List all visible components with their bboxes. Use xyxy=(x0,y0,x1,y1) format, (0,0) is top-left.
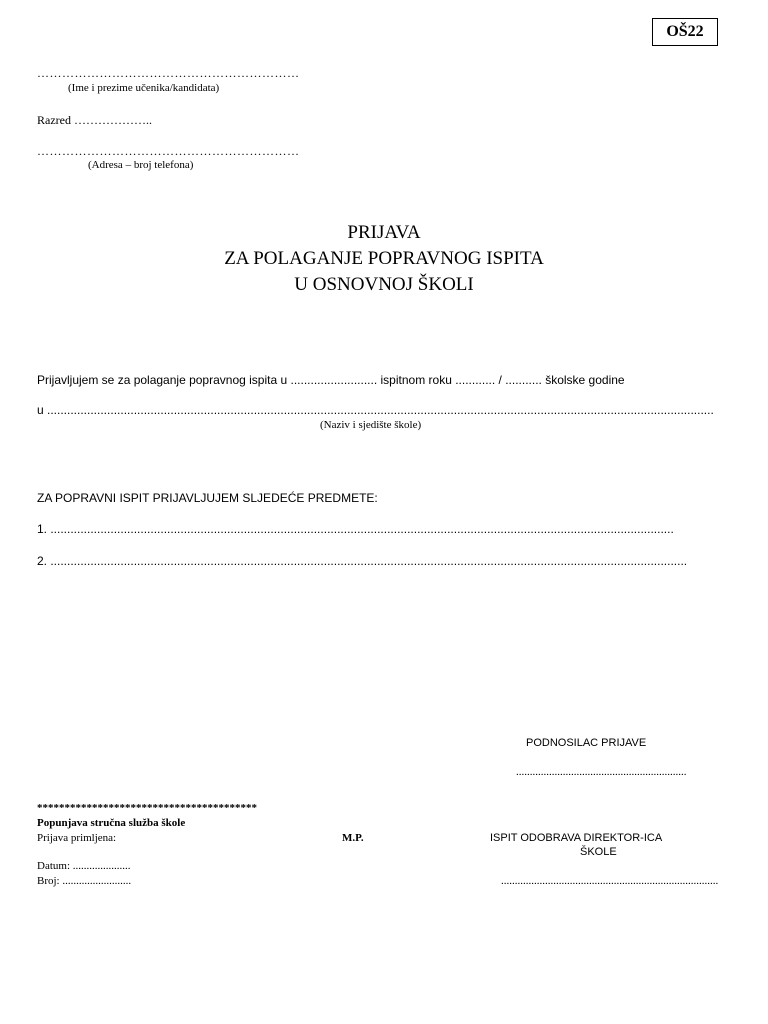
received-label: Prijava primljena: xyxy=(37,832,117,844)
number-field: Broj: ......................... xyxy=(37,875,132,887)
approval-line-2: ŠKOLE xyxy=(580,846,617,858)
approval-line-1: ISPIT ODOBRAVA DIREKTOR-ICA xyxy=(490,832,663,844)
date-field: Datum: ..................... xyxy=(37,860,131,872)
form-code: OŠ22 xyxy=(652,18,718,46)
school-line: u ........................................................................................................................................................................................................ xyxy=(37,403,714,417)
class-line: ……………….. xyxy=(73,113,152,127)
applicant-signature-line: .............................................................. xyxy=(516,766,687,778)
stamp-label: M.P. xyxy=(342,832,364,844)
document-title xyxy=(0,220,768,298)
title-line-2: ZA POLAGANJE POPRAVNOG ISPITA xyxy=(224,248,544,269)
application-sentence: Prijavljujem se za polaganje popravnog ispita u .......................... ispitnom roku ............ / ........... školske godine xyxy=(37,373,625,387)
address-caption: (Adresa – broj telefona) xyxy=(88,159,194,171)
title-line-1: PRIJAVA xyxy=(347,222,421,243)
applicant-signature-label: PODNOSILAC PRIJAVE xyxy=(526,737,647,749)
office-heading: Popunjava stručna služba škole xyxy=(37,817,186,829)
subject-item-2: 2. ............................................................................................................................................................................................... xyxy=(37,554,688,568)
title-line-3: U OSNOVNOJ ŠKOLI xyxy=(294,274,474,295)
name-line: ……………………………………………………… xyxy=(37,66,300,80)
director-signature-line: ............................................................................... xyxy=(501,875,719,887)
class-label: Razred xyxy=(37,113,71,127)
class-field xyxy=(37,113,152,128)
subject-item-1: 1. ........................................................................................................................................................................................... xyxy=(37,522,674,536)
subjects-heading: ZA POPRAVNI ISPIT PRIJAVLJUJEM SLJEDEĆE PREDMETE: xyxy=(37,491,378,505)
school-caption: (Naziv i sjedište škole) xyxy=(320,419,422,431)
address-line: ……………………………………………………… xyxy=(37,144,300,158)
name-caption: (Ime i prezime učenika/kandidata) xyxy=(68,82,220,94)
separator-stars: **************************************** xyxy=(37,802,257,814)
